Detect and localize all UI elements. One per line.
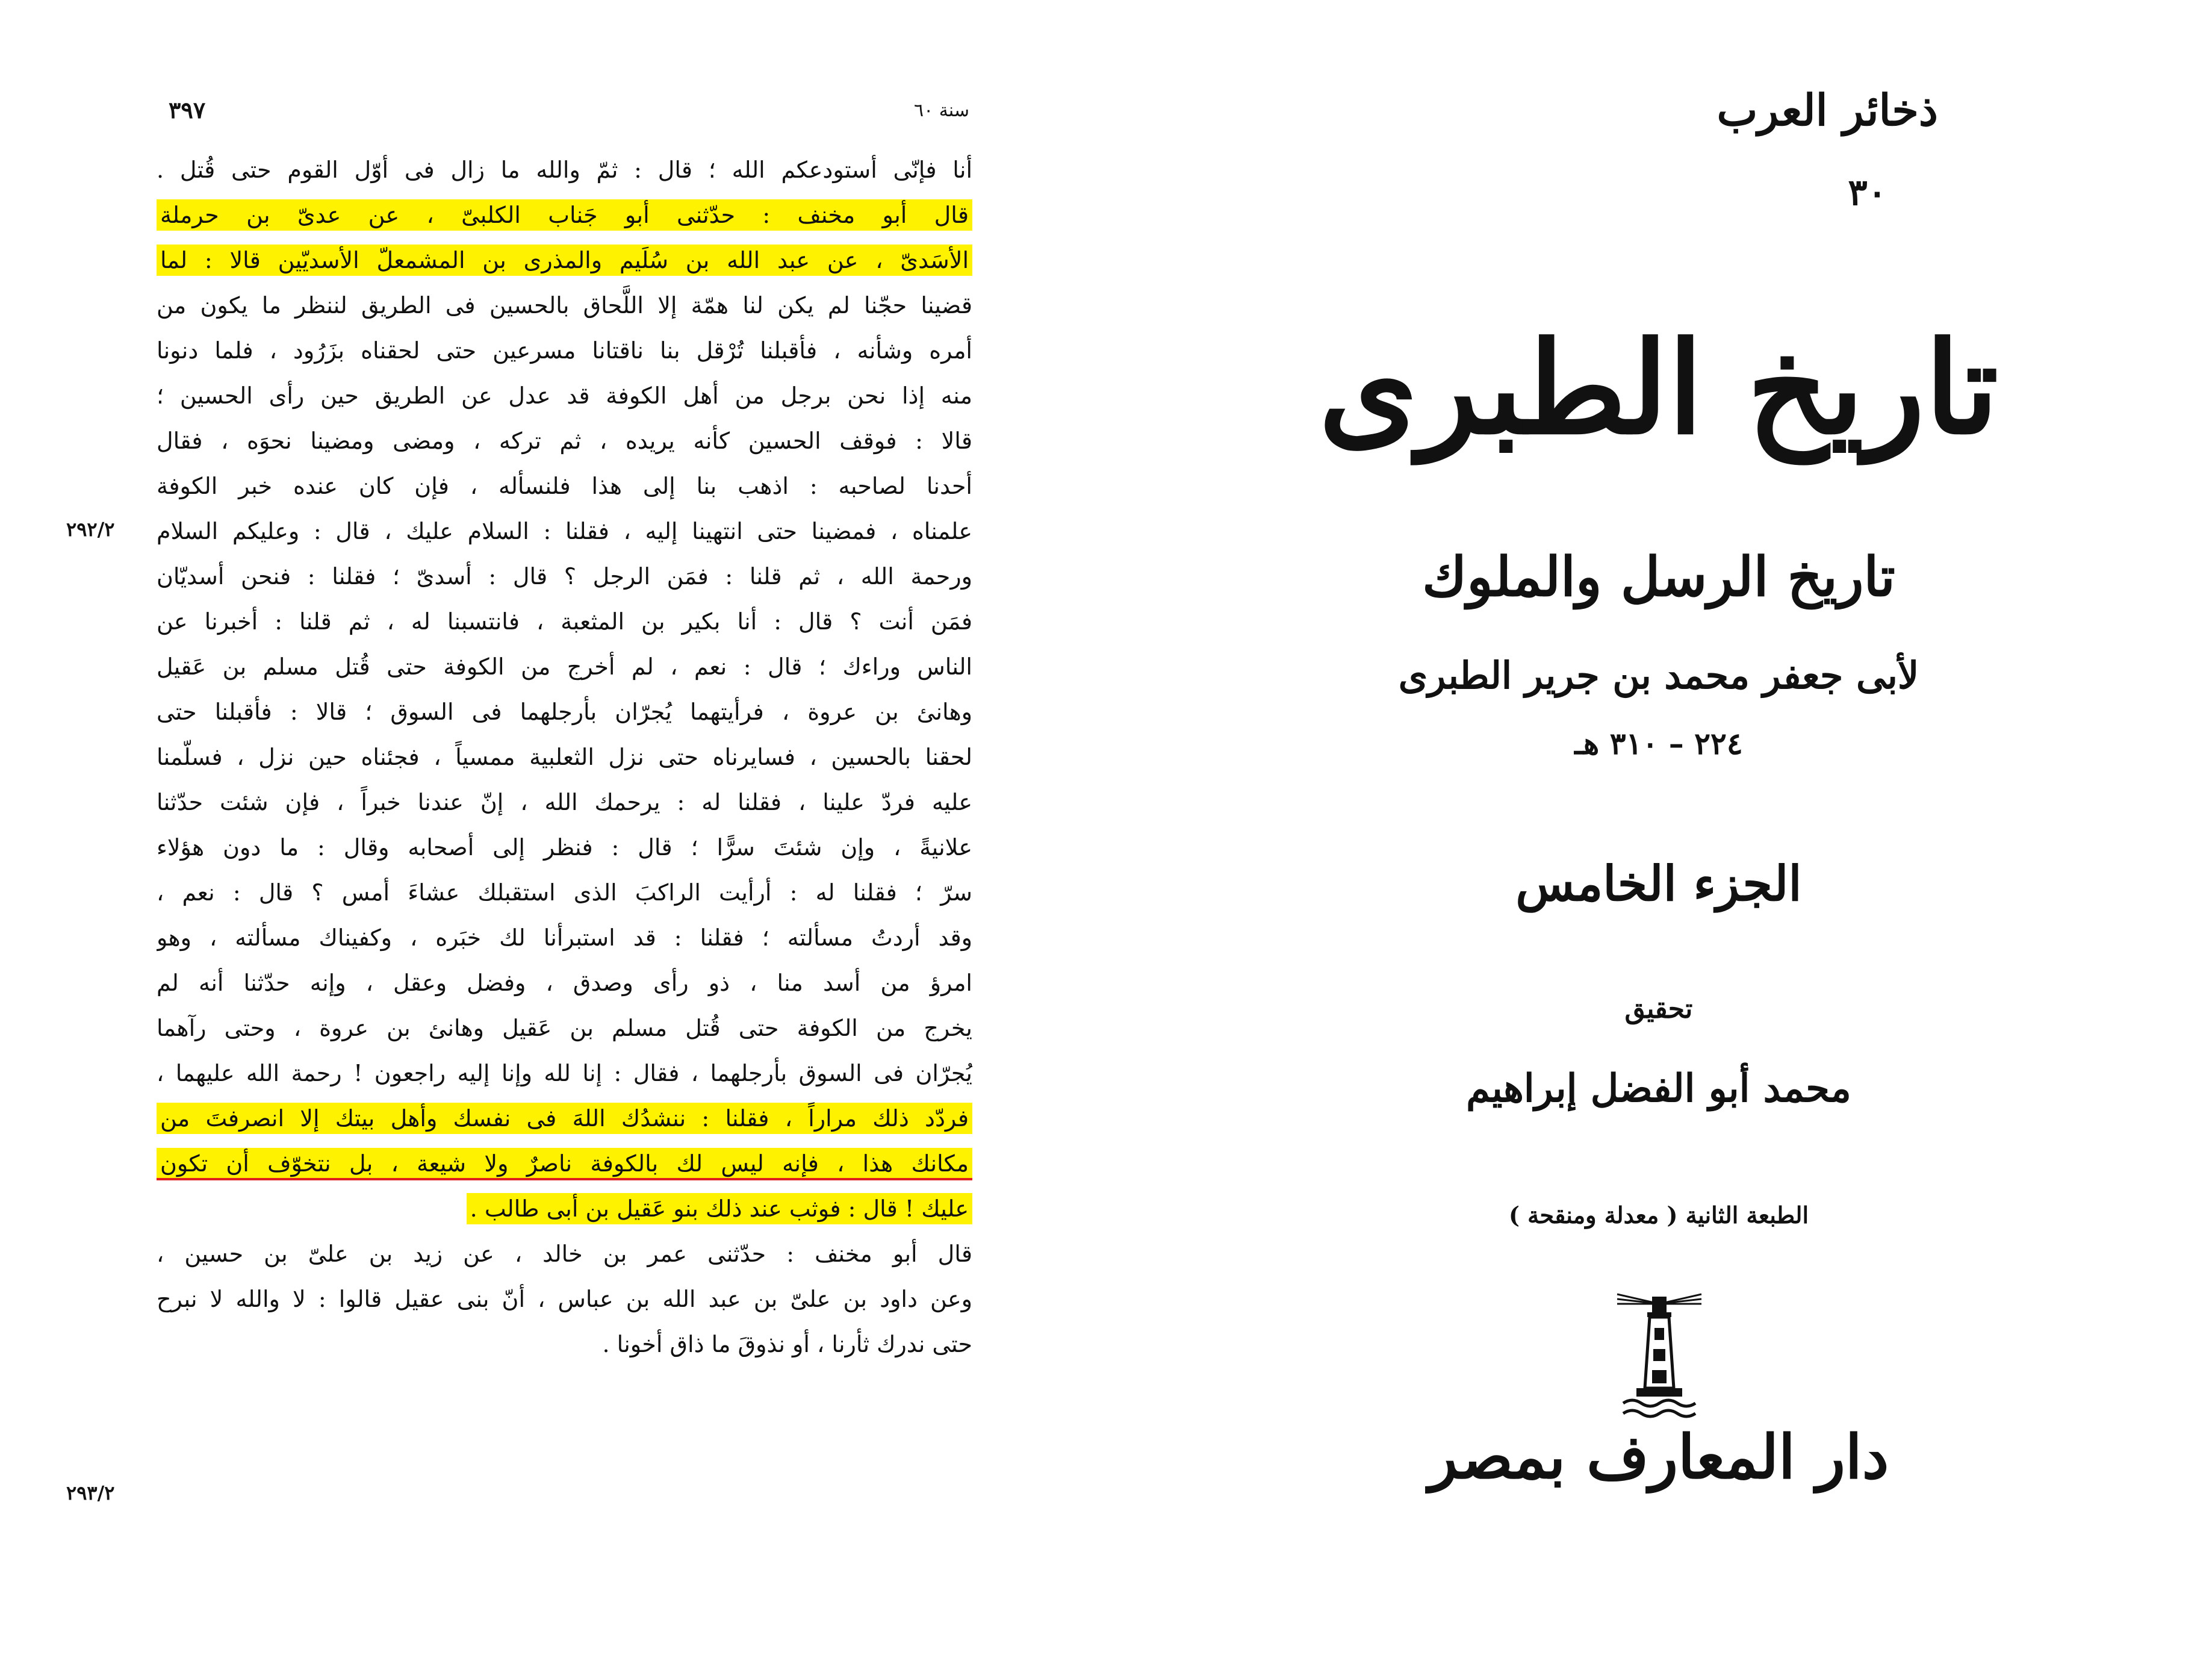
edition-note: الطبعة الثانية ( معدلة ومنقحة ): [1508, 1201, 1809, 1229]
line-text: يُجرّان فى السوق بأرجلهما ، فقال : إنا لله وإنا إليه راجعون ! رحمة الله عليهما ،: [157, 1060, 972, 1086]
highlighted-text: عليك ! قال : فوثب عند ذلك بنو عَقيل بن أبى طالب .: [467, 1193, 972, 1224]
text-line: [157, 644, 972, 690]
line-text: فمَن أنت ؟ قال : أنا بكير بن المثعبة ، فانتسبنا له ، ثم قلنا : أخبرنا عن: [157, 608, 972, 635]
text-line: [157, 1232, 972, 1277]
book-title: تاريخ الطبرى: [1319, 314, 1999, 463]
text-line: [157, 690, 972, 735]
text-line: [157, 328, 972, 373]
text-line: [157, 1051, 972, 1096]
line-text: امرؤ من أسد منا ، ذو رأى وصدق ، وفضل وعقل ، وإنه حدّثنا أنه لم: [157, 970, 972, 996]
line-text: منه إذا نحن برجل من أهل الكوفة قد عدل عن الطريق حين رأى الحسين ؛: [157, 382, 972, 409]
line-text: قضينا حجّنا لم يكن لنا همّة إلا اللَّحاق بالحسين فى الطريق لننظر ما يكون من: [157, 292, 972, 319]
highlighted-text: الأسَدىّ ، عن عبد الله بن سُلَيم والمذرى بن المشمعلّ الأسديّين قالا : لما: [157, 245, 972, 276]
highlighted-text: فردّد ذلك مراراً ، فقلنا : ننشدُك اللهَ فى نفسك وأهل بيتك إلا انصرفتَ من: [157, 1103, 972, 1134]
series-title: ذخائر العرب: [1716, 84, 1938, 136]
text-line: [157, 1006, 972, 1051]
line-text: حتى ندرك ثأرنا ، أو نذوقَ ما ذاق أخونا .: [602, 1331, 972, 1357]
line-text: وقد أردتُ مسألته ؛ فقلنا : قد استبرأنا لك خبَره ، وكفيناك مسألته ، وهو: [157, 924, 972, 951]
line-text: علمناه ، فمضينا حتى انتهينا إليه ، فقلنا : السلام عليك ، قال : وعليكم السلام: [157, 518, 972, 544]
text-line: [157, 825, 972, 870]
line-text: يخرج من الكوفة حتى قُتل مسلم بن عَقيل وهانئ بن عروة ، وحتى رآهما: [157, 1015, 972, 1041]
line-text: أحدنا لصاحبه : اذهب بنا إلى هذا فلنسأله ، فإن كان عنده خبر الكوفة: [157, 473, 972, 499]
line-text: قال أبو مخنف : حدّثنى عمر بن خالد ، عن زيد بن علىّ بن حسين ،: [157, 1241, 972, 1267]
text-line: [157, 1277, 972, 1322]
book-subtitle: تاريخ الرسل والملوك: [1422, 545, 1895, 609]
text-line: [157, 735, 972, 780]
highlighted-underlined-text: مكانك هذا ، فإنه ليس لك بالكوفة ناصرٌ ولا شيعة ، بل نتخوّف أن تكون: [157, 1148, 972, 1180]
text-line: [157, 554, 972, 599]
line-text: عليه فردّ علينا ، فقلنا له : يرحمك الله ، إنّ عندنا خبراً ، فإن شئت حدّثنا: [157, 789, 972, 815]
text-line: [157, 193, 972, 238]
series-number: ٣٠: [1848, 172, 1887, 214]
page-year-header: سنة ٦٠: [913, 100, 969, 121]
text-line: [157, 961, 972, 1006]
page-header: [169, 96, 969, 132]
text-line: [157, 780, 972, 825]
text-line: [157, 870, 972, 915]
text-line: [157, 915, 972, 961]
highlighted-text: قال أبو مخنف : حدّثنى أبو جَناب الكلبىّ ، عن عدىّ بن حرملة: [157, 199, 972, 231]
text-line: [157, 1141, 972, 1186]
line-text: لحقنا بالحسين ، فسايرناه حتى نزل الثعلبية ممسياً ، فجئناه حين نزل ، فسلّمنا: [157, 744, 972, 770]
text-line: [157, 464, 972, 509]
line-text: وعن داود بن علىّ بن عبد الله بن عباس ، أنّ بنى عقيل قالوا : لا والله لا نبرح: [157, 1286, 972, 1312]
editing-label: تحقيق: [1624, 994, 1693, 1024]
page-number: ٣٩٧: [169, 96, 206, 123]
line-text: وهانئ بن عروة ، فرأيتهما يُجرّان بأرجلهما فى السوق ؛ قالا : فأقبلنا حتى: [157, 699, 972, 725]
text-line: [157, 238, 972, 283]
margin-reference: ٢٩٢/٢: [66, 518, 115, 541]
text-line: [157, 1322, 972, 1367]
margin-reference: ٢٩٣/٢: [66, 1482, 115, 1504]
line-text: الناس وراءك ؛ قال : نعم ، لم أخرج من الكوفة حتى قُتل مسلم بن عَقيل: [157, 653, 972, 680]
text-line: [157, 419, 972, 464]
text-line: [157, 283, 972, 328]
title-page: [1105, 0, 2212, 1670]
text-line: [157, 1186, 972, 1232]
body-text: [157, 148, 972, 1367]
text-line: [157, 373, 972, 419]
line-text: ورحمة الله ، ثم قلنا : فمَن الرجل ؟ قال : أسدىّ ؛ فقلنا : فنحن أسديّان: [157, 563, 972, 590]
line-text: أمره وشأنه ، فأقبلنا تُرْقل بنا ناقتانا مسرعين حتى لحقناه بزَرُود ، فلما دنونا: [157, 337, 972, 364]
text-line: [157, 148, 972, 193]
text-line: [157, 1096, 972, 1141]
text-line: [157, 509, 972, 554]
volume-label: الجزء الخامس: [1515, 855, 1802, 912]
publisher-name: دار المعارف بمصر: [1428, 1421, 1889, 1492]
text-page: [0, 0, 1105, 1670]
lighthouse-logo-icon: [1599, 1286, 1720, 1424]
author-name: لأبى جعفر محمد بن جرير الطبرى: [1398, 653, 1919, 697]
editor-name: محمد أبو الفضل إبراهيم: [1466, 1066, 1851, 1111]
line-text: علانيةً ، وإن شئتَ سرًّا ؛ قال : فنظر إلى أصحابه وقال : ما دون هؤلاء: [157, 834, 972, 861]
text-line: [157, 599, 972, 644]
line-text: سرّ ؛ فقلنا له : أرأيت الراكبَ الذى استقبلك عشاءَ أمس ؟ قال : نعم ،: [157, 879, 972, 906]
line-text: قالا : فوقف الحسين كأنه يريده ، ثم تركه ، ومضى ومضينا نحوَه ، فقال: [157, 428, 972, 454]
line-text: أنا فإنّى أستودعكم الله ؛ قال : ثمّ والله ما زال فى أوّل القوم حتى قُتل .: [157, 157, 972, 183]
author-years: ٢٢٤ – ٣١٠ هـ: [1574, 726, 1743, 761]
